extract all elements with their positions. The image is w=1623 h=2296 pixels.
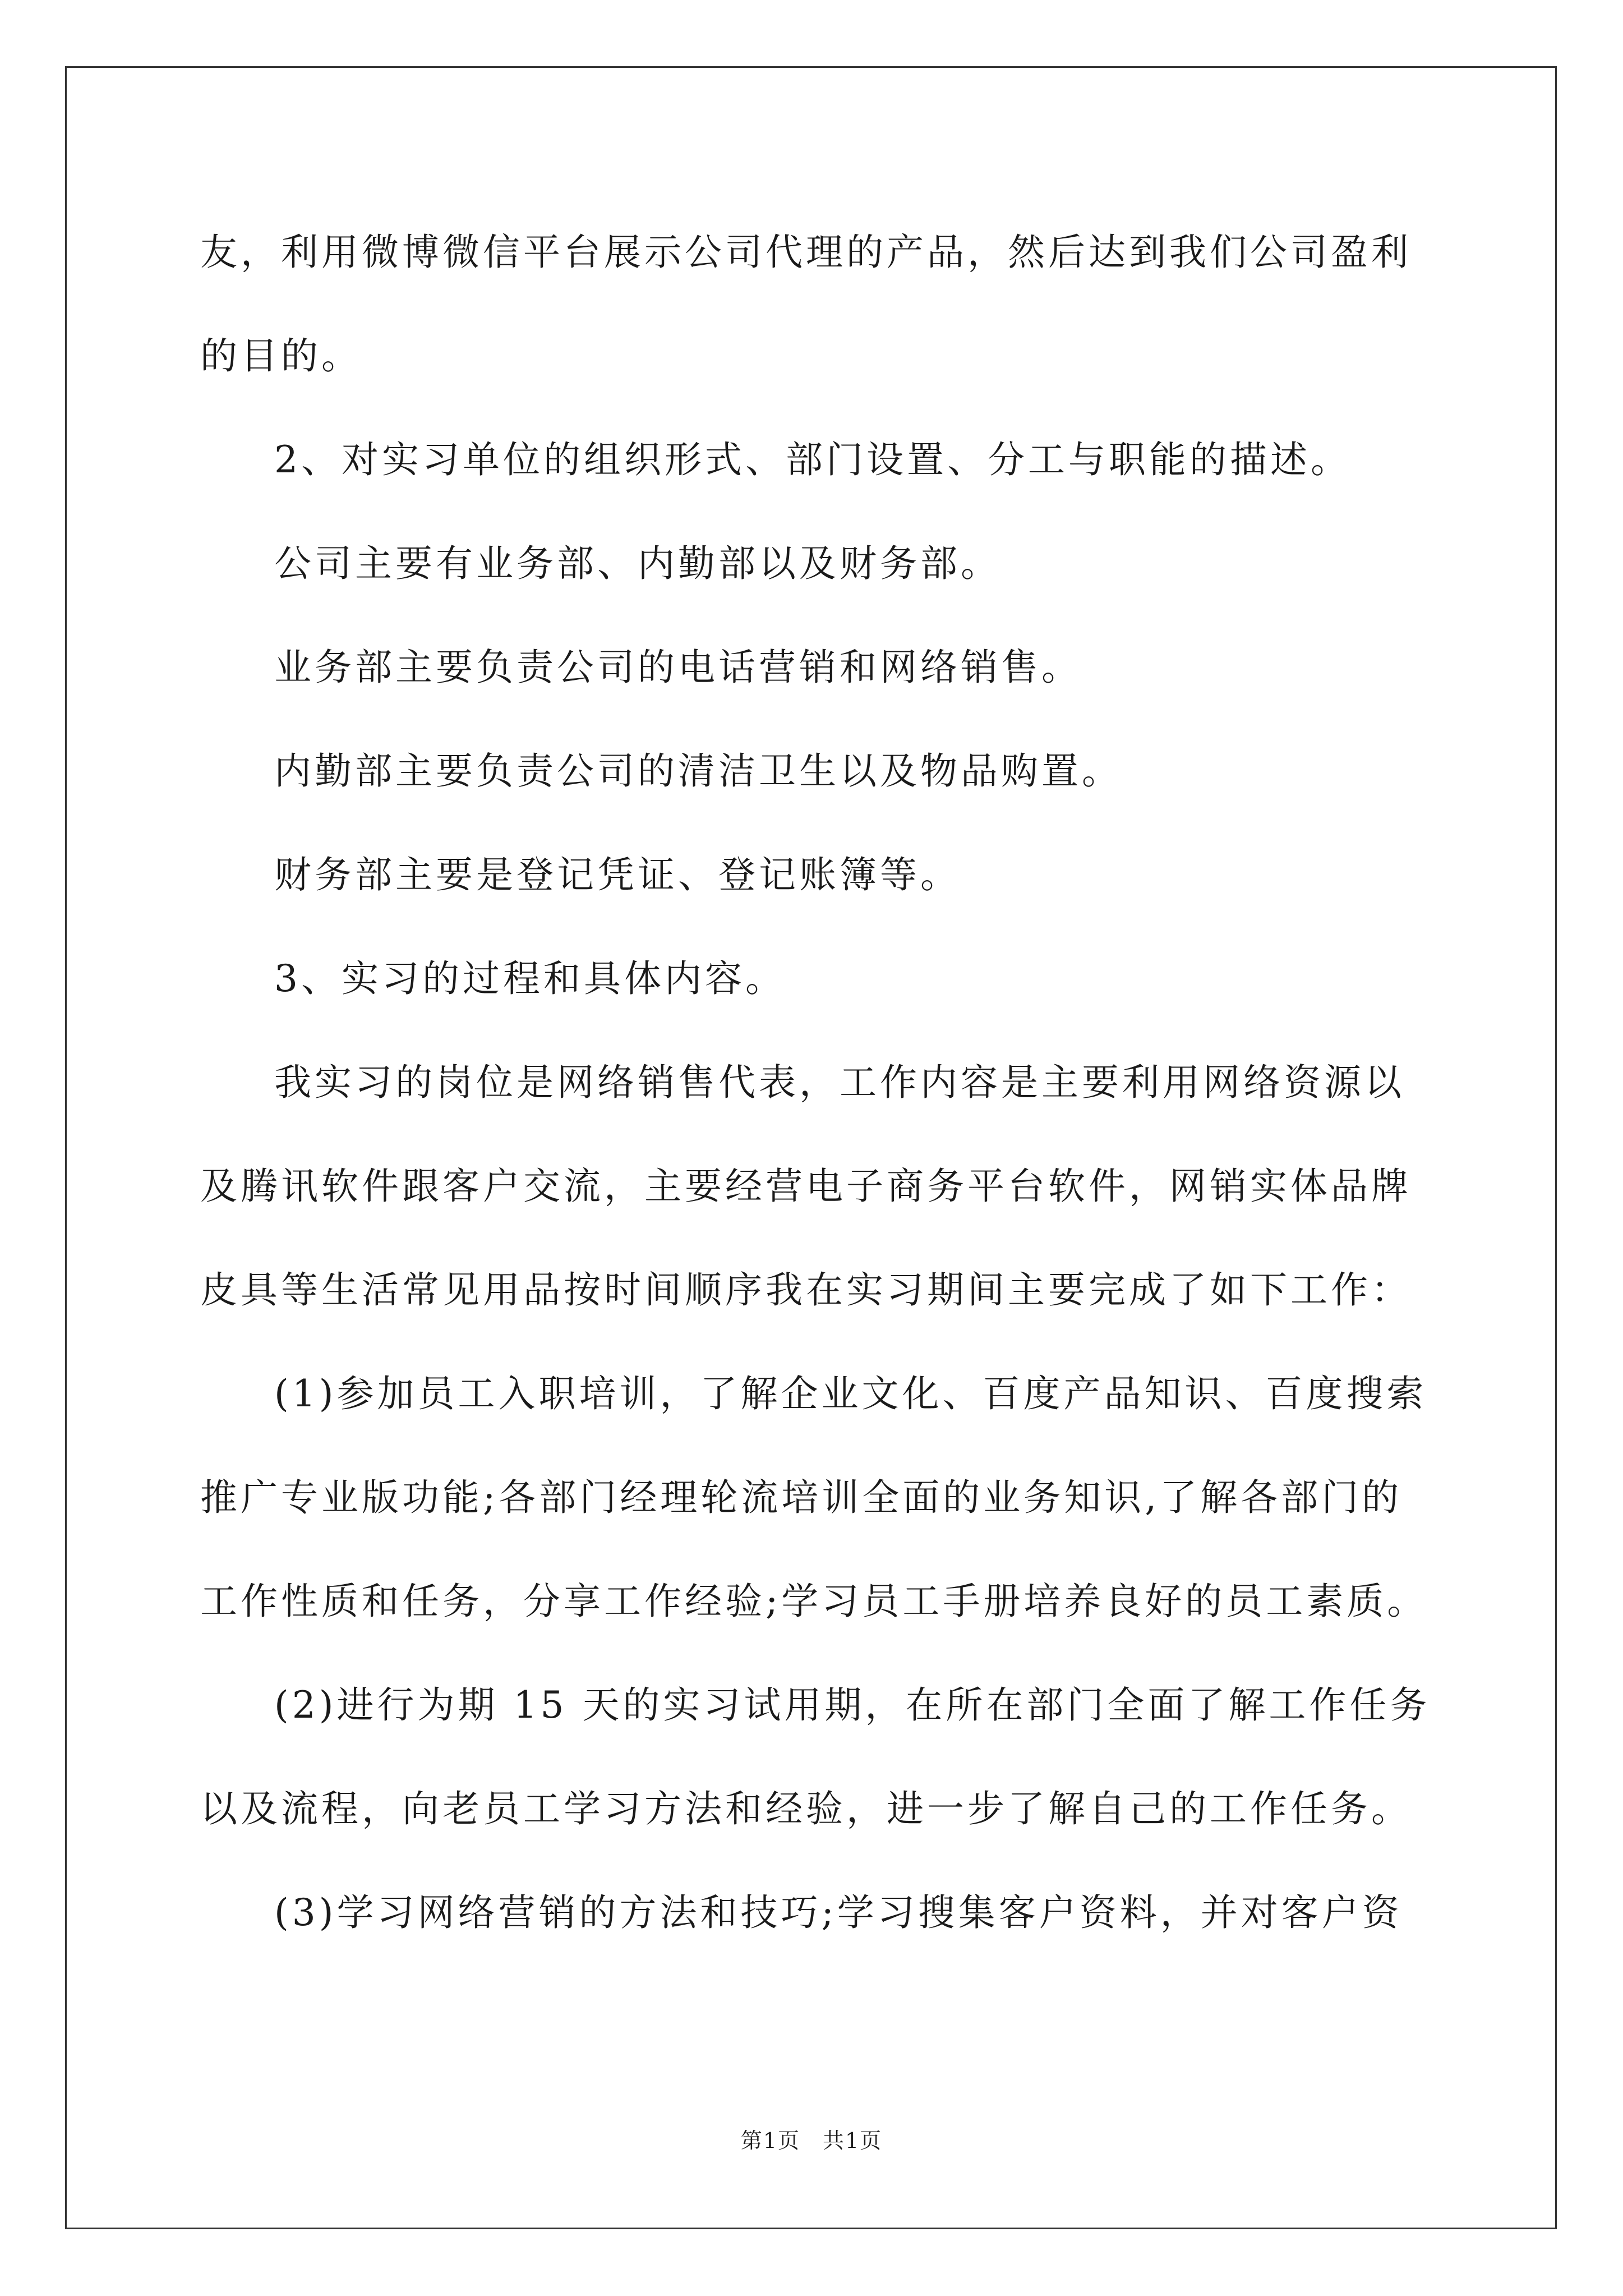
text-line: (1)参加员工入职培训，了解企业文化、百度产品知识、百度搜索 — [274, 1372, 1427, 1415]
text-line: 公司主要有业务部、内勤部以及财务部。 — [274, 542, 1001, 585]
text-line: 推广专业版功能;各部门经理轮流培训全面的业务知识,了解各部门的 — [200, 1476, 1403, 1519]
text-line: 以及流程，向老员工学习方法和经验，进一步了解自己的工作任务。 — [200, 1787, 1412, 1830]
text-line: 工作性质和任务，分享工作经验;学习员工手册培养良好的员工素质。 — [200, 1580, 1428, 1623]
text-line: 业务部主要负责公司的电话营销和网络销售。 — [274, 646, 1082, 689]
section-heading: 3、实习的过程和具体内容。 — [274, 957, 786, 1000]
text-line: 友，利用微博微信平台展示公司代理的产品，然后达到我们公司盈利 — [200, 231, 1412, 274]
text-line: 我实习的岗位是网络销售代表，工作内容是主要利用网络资源以 — [274, 1061, 1405, 1104]
text-line: 皮具等生活常见用品按时间顺序我在实习期间主要完成了如下工作： — [200, 1268, 1412, 1312]
text-line: 的目的。 — [200, 334, 362, 378]
text-line: (2)进行为期 15 天的实习试用期，在所在部门全面了解工作任务 — [274, 1683, 1431, 1727]
text-line: 及腾讯软件跟客户交流，主要经营电子商务平台软件，网销实体品牌 — [200, 1165, 1412, 1208]
text-line: 财务部主要是登记凭证、登记账簿等。 — [274, 853, 961, 896]
text-line: (3)学习网络营销的方法和技巧;学习搜集客户资料，并对客户资 — [274, 1891, 1403, 1934]
page-number-footer: 第1页 共1页 — [740, 2128, 883, 2153]
text-line: 内勤部主要负责公司的清洁卫生以及物品购置。 — [274, 749, 1122, 793]
section-heading: 2、对实习单位的组织形式、部门设置、分工与职能的描述。 — [274, 438, 1351, 481]
